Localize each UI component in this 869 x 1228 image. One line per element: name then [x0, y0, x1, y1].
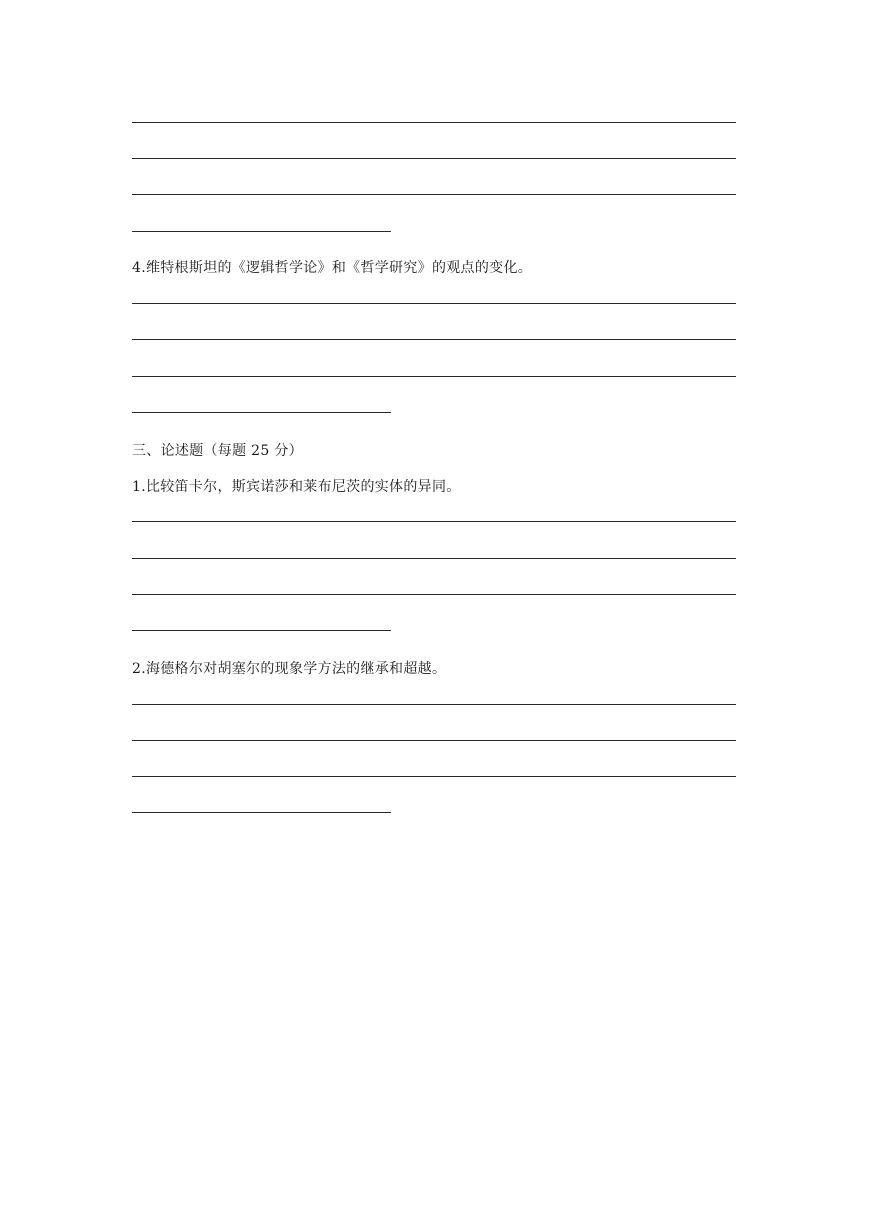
answer-line: [132, 158, 736, 159]
answer-line: [132, 594, 736, 595]
answer-line: [132, 376, 736, 377]
question-1-text: 1.比较笛卡尔，斯宾诺莎和莱布尼茨的实体的异同。: [132, 479, 461, 495]
answer-line: [132, 231, 391, 232]
answer-line: [132, 521, 736, 522]
answer-line: [132, 558, 736, 559]
section-heading: 三、论述题（每题 25 分）: [132, 443, 303, 459]
answer-line: [132, 776, 736, 777]
answer-line: [132, 412, 391, 413]
answer-line: [132, 303, 736, 304]
answer-line: [132, 812, 391, 813]
answer-line: [132, 704, 736, 705]
question-2-text: 2.海德格尔对胡塞尔的现象学方法的继承和超越。: [132, 661, 447, 677]
answer-line: [132, 630, 391, 631]
answer-line: [132, 740, 736, 741]
answer-line: [132, 339, 736, 340]
answer-line: [132, 194, 736, 195]
answer-line: [132, 122, 736, 123]
question-4-text: 4.维特根斯坦的《逻辑哲学论》和《哲学研究》的观点的变化。: [132, 260, 533, 276]
